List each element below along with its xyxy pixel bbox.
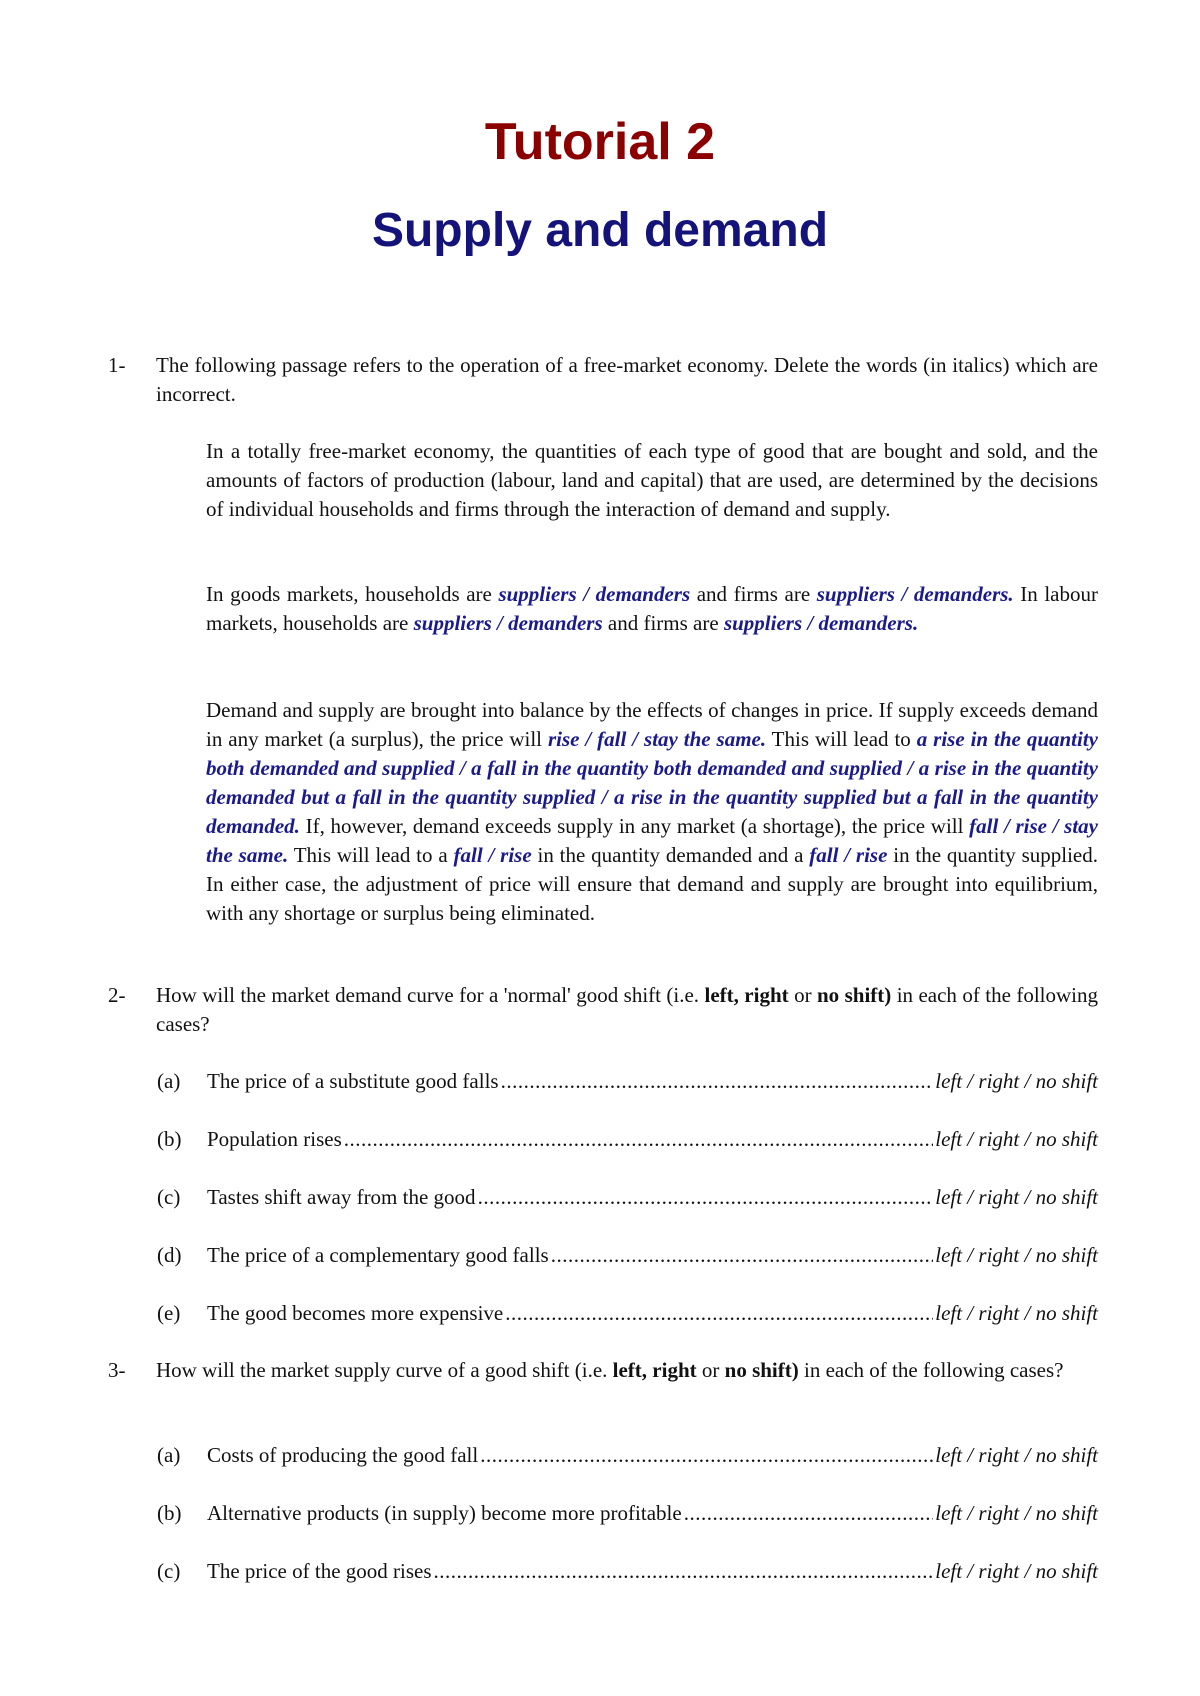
q2-item-b — [157, 1125, 1098, 1154]
item-label: (e) — [157, 1301, 181, 1325]
choice-surplus-price[interactable]: rise / fall / stay the same. — [547, 727, 767, 751]
answer-options[interactable]: left / right / no shift — [935, 1443, 1098, 1467]
item-text: Costs of producing the good fall — [207, 1443, 479, 1467]
answer-options[interactable]: left / right / no shift — [935, 1559, 1098, 1583]
question-3-number: 3- — [108, 1358, 126, 1382]
answer-options[interactable]: left / right / no shift — [935, 1501, 1098, 1525]
item-label: (c) — [157, 1185, 181, 1209]
item-label: (a) — [157, 1443, 181, 1467]
q3-item-b — [157, 1499, 1098, 1528]
item-label: (b) — [157, 1127, 182, 1151]
question-3-prompt — [156, 1356, 1098, 1385]
item-label: (a) — [157, 1069, 181, 1093]
question-2 — [108, 981, 1098, 1039]
dot-leader — [505, 1299, 933, 1328]
text-span: If, however, demand exceeds supply in any market (a shortage), the price will — [299, 814, 970, 838]
text-span: How will the market supply curve of a good shift (i.e. — [156, 1358, 613, 1382]
text-span: and firms are — [690, 582, 817, 606]
q2-item-c — [157, 1183, 1098, 1212]
bold-span: no shift) — [724, 1358, 799, 1382]
item-text: The price of a complementary good falls — [207, 1243, 549, 1267]
item-text: Tastes shift away from the good — [207, 1185, 476, 1209]
dot-leader — [684, 1499, 934, 1528]
dot-leader — [434, 1557, 934, 1586]
text-span: In goods markets, households are — [206, 582, 499, 606]
choice-households-labour[interactable]: suppliers / demanders — [413, 611, 603, 635]
text-span: This will lead to a — [288, 843, 454, 867]
item-label: (c) — [157, 1559, 181, 1583]
choice-surplus-quantity[interactable]: a rise in the quantity both demanded and supplied / a fall in the quantity both demanded and supplied / a rise in the quantity demanded but a fall in the quantity supplied / a rise in the quantity supplied but a fall in the quantity demanded. — [206, 727, 1098, 838]
question-3 — [108, 1356, 1098, 1385]
text-span: How will the market demand curve for a 'normal' good shift (i.e. — [156, 983, 705, 1007]
choice-shortage-price[interactable]: fall / rise / stay the same. — [206, 814, 1098, 867]
q3-item-a — [157, 1441, 1098, 1470]
question-1 — [108, 351, 1098, 409]
answer-options[interactable]: left / right / no shift — [935, 1243, 1098, 1267]
q1-paragraph-2 — [206, 580, 1098, 638]
dot-leader — [478, 1183, 934, 1212]
answer-options[interactable]: left / right / no shift — [935, 1301, 1098, 1325]
item-text: Population rises — [207, 1127, 342, 1151]
text-span: or — [788, 983, 817, 1007]
bold-span: no shift) — [816, 983, 892, 1007]
choice-households-goods[interactable]: suppliers / demanders — [498, 582, 691, 606]
choice-shortage-supplied[interactable]: fall / rise — [809, 843, 888, 867]
question-1-prompt: The following passage refers to the operation of a free-market economy. Delete the words (in italics) which are incorrect. — [156, 353, 1098, 406]
text-span: or — [696, 1358, 725, 1382]
q2-item-d — [157, 1241, 1098, 1270]
text-span: in the quantity supplied. In either case, the adjustment of price will ensure that demand and supply are brought into equilibrium, with any shortage or surplus being eliminated. — [206, 843, 1098, 925]
text-span: This will lead to — [766, 727, 917, 751]
item-label: (b) — [157, 1501, 182, 1525]
item-text: The price of a substitute good falls — [207, 1069, 499, 1093]
question-2-number: 2- — [108, 983, 126, 1007]
question-1-number: 1- — [108, 353, 126, 377]
choice-firms-goods[interactable]: suppliers / demanders. — [816, 582, 1014, 606]
q3-item-c — [157, 1557, 1098, 1586]
text-span: In labour markets, households are — [206, 582, 1098, 635]
bold-span: left, right — [612, 1358, 697, 1382]
text-span: in each of the following cases? — [798, 1358, 1064, 1382]
q2-item-e — [157, 1299, 1098, 1328]
choice-shortage-demanded[interactable]: fall / rise — [453, 843, 532, 867]
q2-item-a — [157, 1067, 1098, 1096]
text-span: and firms are — [602, 611, 724, 635]
text-span: Demand and supply are brought into balance by the effects of changes in price. If supply exceeds demand in any market (a surplus), the price will — [206, 698, 1098, 751]
dot-leader — [480, 1441, 933, 1470]
dot-leader — [501, 1067, 934, 1096]
answer-options[interactable]: left / right / no shift — [935, 1127, 1098, 1151]
item-label: (d) — [157, 1243, 182, 1267]
item-text: Alternative products (in supply) become more profitable — [207, 1501, 682, 1525]
bold-span: left, right — [704, 983, 789, 1007]
page-title: Tutorial 2 — [484, 113, 716, 171]
text-span: in the quantity demanded and a — [531, 843, 810, 867]
question-2-prompt — [156, 981, 1098, 1039]
dot-leader — [551, 1241, 934, 1270]
answer-options[interactable]: left / right / no shift — [935, 1069, 1098, 1093]
text-span: in each of the following cases? — [156, 983, 1098, 1036]
page-subtitle: Supply and demand — [371, 204, 829, 257]
q1-paragraph-3 — [206, 696, 1098, 928]
choice-firms-labour[interactable]: suppliers / demanders. — [723, 611, 919, 635]
answer-options[interactable]: left / right / no shift — [935, 1185, 1098, 1209]
item-text: The price of the good rises — [207, 1559, 432, 1583]
dot-leader — [344, 1125, 933, 1154]
q1-paragraph-1: In a totally free-market economy, the quantities of each type of good that are bought and sold, and the amounts of factors of production (labour, land and capital) that are used, are determined by the decisions of individual households and firms through the interaction of demand and supply. — [206, 439, 1098, 521]
item-text: The good becomes more expensive — [207, 1301, 504, 1325]
